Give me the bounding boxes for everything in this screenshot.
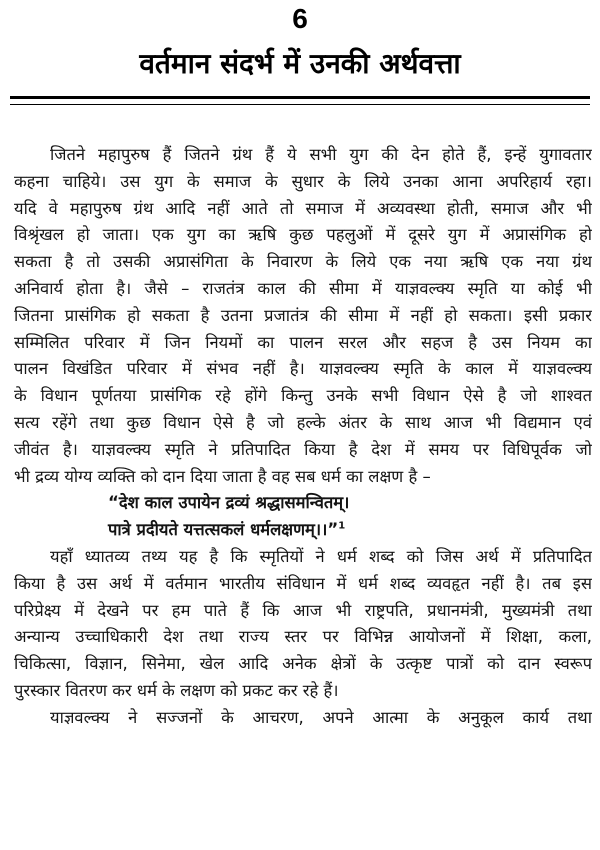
text-line: जितने महापुरुष हैं जितने ग्रंथ हैं ये सभी युग की देन होते हैं, इन्हें युगावतार [50, 145, 592, 164]
text-line: अनिवार्य होता है। जैसे – राजतंत्र काल की सीमा में याज्ञवल्क्य स्मृति या कोई भी [14, 278, 592, 298]
text-line: यहाँ ध्यातव्य तथ्य यह है कि स्मृतियों ने धर्म शब्द को जिस अर्थ में प्रतिपादित [50, 546, 592, 566]
text-line: याज्ञवल्क्य ने सज्जनों के आचरण, अपने आत्मा के अनुकूल कार्य तथा [50, 707, 592, 727]
text-line: सम्मिलित परिवार में जिन नियमों का पालन सरल और सहज है उस नियम का [14, 332, 592, 352]
footnote-marker: 1 [338, 520, 346, 532]
paragraph-1 [14, 142, 592, 490]
text-line: के विधान पूर्णतया प्रासंगिक रहे होंगे किन्तु उनके सभी विधान ऐसे है जो शाश्वत [14, 386, 592, 406]
text-line: पालन विखंडित परिवार में संभव नहीं है। याज्ञवल्क्य स्मृति के काल में याज्ञवल्क्य [14, 359, 592, 379]
verse-line-2 [14, 517, 592, 544]
text-line: भी द्रव्य योग्य व्यक्ति को दान दिया जाता है वह सब धर्म का लक्षण है – [14, 466, 431, 486]
chapter-title: वर्तमान संदर्भ में उनकी अर्थवत्ता [139, 47, 461, 80]
paragraph-3 [14, 705, 592, 732]
text-line: पुरस्कार वितरण कर धर्म के लक्षण को प्रकट कर रहे हैं। [14, 680, 339, 700]
text-line: किया है उस अर्थ में वर्तमान भारतीय संविधान में धर्म शब्द व्यवहृत नहीं है। तब इस [14, 573, 592, 593]
text-line: कहना चाहिये। उस युग के समाज के सुधार के लिये उनका आना अपरिहार्य रहा। [14, 171, 592, 191]
text-line: सकता है तो उसकी अप्रासंगिता के निवारण के लिये एक नया ऋषि एक नया ग्रंथ [14, 252, 592, 272]
text-line: चिकित्सा, विज्ञान, सिनेमा, खेल आदि अनेक क्षेत्रों के उत्कृष्ट पात्रों को दान स्वरूप [14, 654, 592, 674]
title-rule-thick [10, 96, 590, 99]
text-line: विश्रृंखल हो जाता। एक युग का ऋषि कुछ पहलुओं में दूसरे युग में अप्रासंगिक हो [14, 225, 592, 245]
text-line: यदि वे महापुरुष ग्रंथ आदि नहीं आते तो समाज में अव्यवस्था होती, समाज और भी [14, 198, 592, 218]
verse-quote [14, 490, 592, 544]
verse-line-1: “देश काल उपायेन द्रव्यं श्रद्धासमन्वितम्। [108, 493, 350, 513]
text-line: जीवंत है। याज्ञवल्क्य स्मृति ने प्रतिपादित किया है देश में समय पर विधिपूर्वक जो [14, 439, 592, 459]
text-line: परिप्रेक्ष्य में देखने पर हम पाते हैं कि आज भी राष्ट्रपति, प्रधानमंत्री, मुख्यमंत्री तथा [14, 600, 592, 620]
chapter-number: 6 [292, 3, 308, 34]
body-text [14, 142, 592, 732]
paragraph-2 [14, 544, 592, 705]
text-line: अन्यान्य उच्चाधिकारी देश तथा राज्य स्तर पर विभिन्न आयोजनों में शिक्षा, कला, [14, 627, 592, 647]
text-line: जितना प्रासंगिक हो सकता है उतना प्रजातंत्र की सीमा में नहीं हो सकता। इसी प्रकार [14, 305, 592, 325]
verse-line-2-text: पात्रे प्रदीयते यत्तत्सकलं धर्मलक्षणम्।।” [108, 520, 339, 540]
title-rule-thin [10, 104, 590, 105]
text-line: सत्य रहेंगे तथा कुछ विधान ऐसे है जो हल्के अंतर के साथ आज भी विद्यमान एवं [14, 412, 592, 432]
